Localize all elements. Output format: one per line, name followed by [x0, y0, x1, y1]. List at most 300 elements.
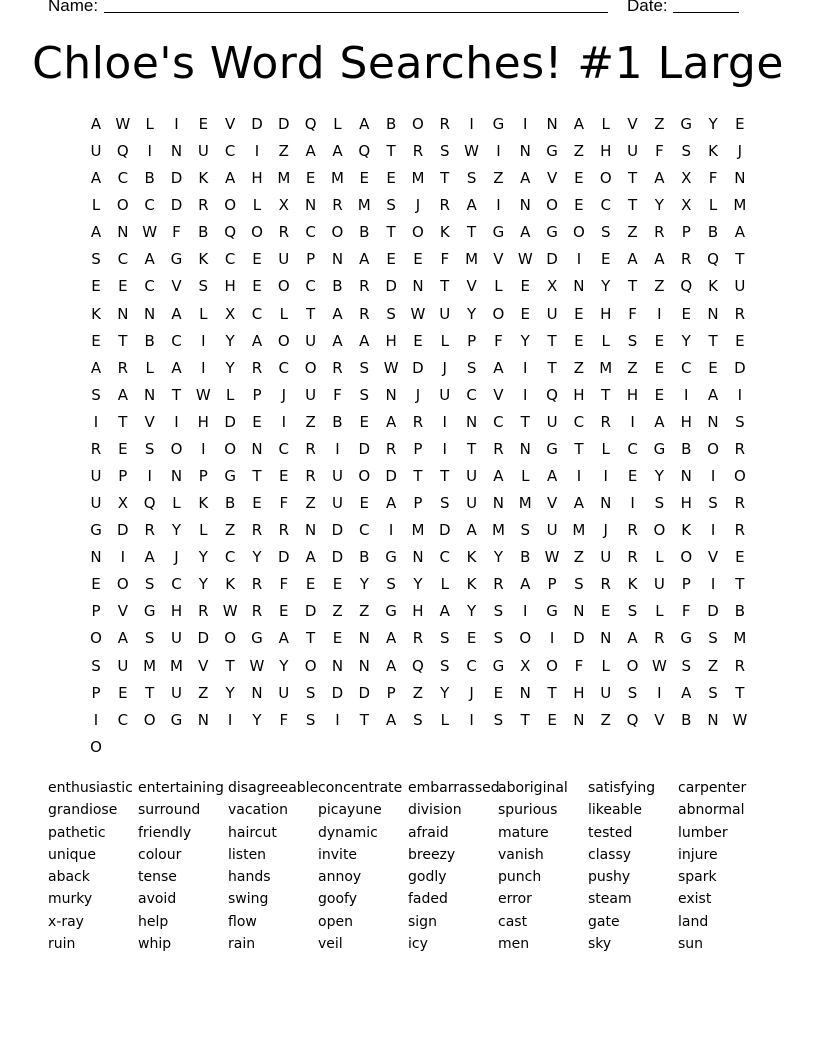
grid-letter[interactable]: Y [252, 548, 262, 567]
grid-letter[interactable]: H [385, 331, 397, 350]
grid-letter[interactable]: G [680, 115, 693, 133]
grid-letter[interactable]: L [440, 575, 449, 594]
grid-letter[interactable]: R [90, 439, 102, 458]
grid-letter[interactable]: S [627, 683, 638, 702]
grid-letter[interactable]: Y [681, 331, 691, 350]
grid-letter[interactable]: A [305, 548, 316, 567]
grid-letter[interactable]: E [574, 331, 584, 350]
grid-letter[interactable]: A [681, 683, 692, 702]
grid-letter[interactable]: O [626, 656, 639, 675]
grid-letter[interactable]: V [225, 115, 236, 133]
grid-letter[interactable]: K [708, 277, 718, 296]
grid-letter[interactable]: A [332, 304, 343, 323]
grid-letter[interactable]: A [171, 304, 182, 323]
grid-letter[interactable]: N [680, 467, 692, 486]
grid-letter[interactable]: H [197, 412, 209, 431]
grid-letter[interactable]: I [201, 439, 206, 458]
grid-letter[interactable]: A [654, 412, 665, 431]
grid-letter[interactable]: O [599, 169, 612, 188]
grid-letter[interactable]: C [117, 710, 129, 729]
grid-letter[interactable]: C [224, 250, 236, 269]
grid-letter[interactable]: I [630, 494, 635, 513]
grid-letter[interactable]: H [573, 385, 585, 404]
grid-letter[interactable]: G [143, 602, 156, 621]
grid-letter[interactable]: H [680, 412, 692, 431]
grid-letter[interactable]: T [386, 142, 396, 161]
grid-letter[interactable]: W [544, 548, 560, 567]
grid-letter[interactable]: N [385, 385, 397, 404]
grid-letter[interactable]: I [254, 142, 260, 161]
grid-letter[interactable]: R [412, 142, 424, 161]
grid-letter[interactable]: V [546, 494, 558, 513]
grid-letter[interactable]: R [734, 521, 746, 540]
grid-letter[interactable]: G [546, 142, 558, 161]
grid-letter[interactable]: U [305, 331, 317, 350]
grid-letter[interactable]: D [278, 115, 290, 133]
grid-letter[interactable]: I [147, 467, 152, 486]
grid-letter[interactable]: U [546, 304, 558, 323]
grid-letter[interactable]: X [681, 169, 692, 188]
grid-letter[interactable]: N [90, 548, 102, 567]
grid-letter[interactable]: K [627, 575, 638, 594]
grid-letter[interactable]: C [171, 331, 182, 350]
grid-letter[interactable]: T [520, 710, 530, 729]
grid-letter[interactable]: D [170, 169, 183, 188]
grid-letter[interactable]: Q [680, 277, 693, 296]
grid-letter[interactable]: E [735, 548, 745, 567]
grid-letter[interactable]: O [733, 467, 746, 486]
grid-letter[interactable]: C [144, 196, 155, 215]
grid-letter[interactable]: E [305, 169, 316, 188]
grid-letter[interactable]: A [144, 548, 155, 567]
grid-letter[interactable]: F [172, 223, 181, 242]
grid-letter[interactable]: E [493, 683, 504, 702]
grid-letter[interactable]: E [574, 196, 584, 215]
grid-letter[interactable]: Z [198, 683, 209, 702]
grid-letter[interactable]: S [600, 223, 611, 242]
grid-letter[interactable]: V [198, 656, 209, 675]
grid-letter[interactable]: A [734, 223, 745, 242]
grid-letter[interactable]: R [251, 575, 263, 594]
grid-letter[interactable]: T [520, 412, 530, 431]
grid-letter[interactable]: F [628, 304, 637, 323]
grid-letter[interactable]: S [654, 494, 665, 513]
grid-letter[interactable]: E [91, 277, 101, 296]
grid-letter[interactable]: M [733, 196, 747, 215]
grid-letter[interactable]: I [496, 142, 501, 161]
grid-letter[interactable]: N [465, 412, 478, 431]
grid-letter[interactable]: D [117, 521, 129, 540]
grid-letter[interactable]: E [654, 385, 665, 404]
grid-letter[interactable]: P [198, 467, 208, 486]
grid-letter[interactable]: T [306, 629, 316, 648]
grid-letter[interactable]: Q [224, 223, 237, 242]
grid-letter[interactable]: G [170, 250, 183, 269]
grid-letter[interactable]: R [117, 358, 129, 377]
grid-letter[interactable]: S [386, 304, 396, 323]
grid-letter[interactable]: T [708, 331, 718, 350]
grid-letter[interactable]: W [410, 304, 426, 323]
grid-letter[interactable]: A [385, 656, 397, 675]
grid-letter[interactable]: J [174, 548, 179, 567]
grid-letter[interactable]: I [93, 412, 99, 431]
grid-letter[interactable]: N [707, 304, 719, 323]
grid-letter[interactable]: E [118, 439, 128, 458]
grid-letter[interactable]: N [305, 521, 317, 540]
grid-letter[interactable]: I [710, 467, 716, 486]
grid-letter[interactable]: Y [467, 304, 477, 323]
grid-letter[interactable]: U [439, 385, 451, 404]
grid-letter[interactable]: U [600, 683, 612, 702]
grid-letter[interactable]: L [145, 358, 154, 377]
grid-letter[interactable]: P [467, 331, 477, 350]
grid-letter[interactable]: T [118, 412, 128, 431]
grid-letter[interactable]: I [603, 467, 608, 486]
grid-letter[interactable]: J [281, 385, 287, 404]
grid-letter[interactable]: R [493, 575, 504, 594]
grid-letter[interactable]: O [546, 196, 558, 215]
grid-letter[interactable]: V [493, 385, 504, 404]
grid-letter[interactable]: I [469, 115, 474, 133]
grid-letter[interactable]: L [494, 277, 503, 296]
grid-letter[interactable]: R [734, 439, 746, 458]
grid-letter[interactable]: E [547, 710, 557, 729]
grid-letter[interactable]: I [201, 358, 206, 377]
grid-letter[interactable]: H [573, 683, 585, 702]
grid-letter[interactable]: N [358, 656, 370, 675]
grid-letter[interactable]: L [91, 196, 101, 215]
grid-letter[interactable]: C [224, 142, 236, 161]
grid-letter[interactable]: C [117, 250, 129, 269]
grid-letter[interactable]: R [332, 358, 343, 377]
grid-letter[interactable]: J [442, 358, 447, 377]
grid-letter[interactable]: M [465, 250, 479, 269]
grid-letter[interactable]: O [224, 196, 237, 215]
grid-letter[interactable]: Z [600, 710, 611, 729]
grid-letter[interactable]: F [279, 710, 289, 729]
grid-letter[interactable]: Y [198, 548, 208, 567]
grid-letter[interactable]: H [251, 169, 263, 188]
grid-letter[interactable]: K [198, 250, 209, 269]
grid-letter[interactable]: N [573, 277, 585, 296]
grid-letter[interactable]: I [227, 710, 233, 729]
grid-letter[interactable]: I [523, 358, 528, 377]
grid-letter[interactable]: N [358, 629, 370, 648]
grid-letter[interactable]: B [734, 602, 746, 621]
grid-letter[interactable]: S [466, 169, 477, 188]
grid-letter[interactable]: R [439, 196, 450, 215]
grid-letter[interactable]: T [467, 439, 477, 458]
grid-letter[interactable]: O [358, 467, 371, 486]
grid-letter[interactable]: C [278, 439, 290, 458]
grid-letter[interactable]: R [144, 521, 155, 540]
grid-letter[interactable]: I [174, 115, 179, 133]
grid-letter[interactable]: C [439, 548, 450, 567]
grid-letter[interactable]: X [546, 277, 558, 296]
grid-letter[interactable]: D [707, 602, 719, 621]
grid-letter[interactable]: S [144, 439, 155, 458]
grid-letter[interactable]: R [359, 304, 370, 323]
grid-letter[interactable]: Q [358, 142, 371, 161]
grid-letter[interactable]: V [627, 115, 638, 133]
grid-letter[interactable]: T [359, 710, 369, 729]
grid-letter[interactable]: A [439, 602, 450, 621]
grid-letter[interactable]: I [710, 575, 716, 594]
grid-letter[interactable]: R [600, 412, 611, 431]
grid-letter[interactable]: S [708, 494, 718, 513]
grid-letter[interactable]: M [330, 169, 344, 188]
grid-letter[interactable]: Z [493, 169, 504, 188]
grid-letter[interactable]: S [493, 629, 504, 648]
grid-letter[interactable]: R [278, 521, 290, 540]
grid-letter[interactable]: Y [252, 710, 262, 729]
grid-letter[interactable]: A [520, 575, 531, 594]
grid-letter[interactable]: X [278, 196, 289, 215]
grid-letter[interactable]: L [521, 467, 530, 486]
grid-letter[interactable]: E [305, 575, 316, 594]
grid-letter[interactable]: B [520, 548, 531, 567]
grid-letter[interactable]: V [117, 602, 128, 621]
grid-letter[interactable]: S [413, 710, 423, 729]
grid-letter[interactable]: S [627, 331, 638, 350]
grid-letter[interactable]: Z [359, 602, 370, 621]
grid-letter[interactable]: R [305, 439, 316, 458]
grid-letter[interactable]: M [357, 196, 371, 215]
grid-letter[interactable]: O [90, 629, 102, 648]
grid-letter[interactable]: D [385, 467, 397, 486]
grid-letter[interactable]: A [90, 358, 102, 377]
grid-letter[interactable]: T [386, 223, 396, 242]
grid-letter[interactable]: T [627, 277, 638, 296]
grid-letter[interactable]: A [117, 385, 128, 404]
grid-letter[interactable]: E [413, 250, 423, 269]
grid-letter[interactable]: T [547, 358, 557, 377]
grid-letter[interactable]: N [412, 277, 424, 296]
grid-letter[interactable]: P [681, 223, 691, 242]
grid-letter[interactable]: O [519, 629, 532, 648]
grid-letter[interactable]: E [252, 250, 262, 269]
grid-letter[interactable]: N [117, 223, 129, 242]
grid-letter[interactable]: D [331, 683, 344, 702]
grid-letter[interactable]: N [600, 629, 612, 648]
grid-letter[interactable]: O [304, 656, 317, 675]
grid-letter[interactable]: K [466, 548, 477, 567]
grid-letter[interactable]: E [466, 629, 477, 648]
grid-letter[interactable]: C [359, 521, 370, 540]
grid-letter[interactable]: C [466, 656, 477, 675]
name-blank-line[interactable] [104, 12, 608, 13]
grid-letter[interactable]: B [332, 277, 343, 296]
grid-letter[interactable]: X [520, 656, 531, 675]
grid-letter[interactable]: K [439, 223, 450, 242]
grid-letter[interactable]: S [305, 683, 316, 702]
grid-letter[interactable]: R [198, 196, 209, 215]
grid-letter[interactable]: U [90, 142, 102, 161]
grid-letter[interactable]: S [708, 629, 718, 648]
grid-letter[interactable]: D [170, 196, 183, 215]
grid-letter[interactable]: T [413, 467, 423, 486]
grid-letter[interactable]: E [574, 304, 584, 323]
grid-letter[interactable]: N [519, 196, 531, 215]
grid-letter[interactable]: E [252, 277, 262, 296]
grid-letter[interactable]: S [440, 629, 450, 648]
grid-letter[interactable]: R [198, 602, 209, 621]
grid-letter[interactable]: U [278, 683, 290, 702]
grid-letter[interactable]: L [601, 439, 610, 458]
grid-letter[interactable]: L [601, 656, 610, 675]
grid-letter[interactable]: G [546, 602, 558, 621]
grid-letter[interactable]: B [681, 439, 692, 458]
grid-letter[interactable]: F [440, 250, 450, 269]
grid-letter[interactable]: M [518, 494, 532, 513]
grid-letter[interactable]: U [117, 656, 129, 675]
grid-letter[interactable]: D [331, 521, 344, 540]
grid-letter[interactable]: O [116, 196, 129, 215]
grid-letter[interactable]: G [653, 439, 666, 458]
grid-letter[interactable]: J [737, 142, 743, 161]
grid-letter[interactable]: A [359, 250, 370, 269]
grid-letter[interactable]: A [90, 115, 102, 133]
grid-letter[interactable]: U [546, 521, 558, 540]
grid-letter[interactable]: H [170, 602, 183, 621]
grid-letter[interactable]: S [708, 683, 718, 702]
grid-letter[interactable]: D [546, 250, 558, 269]
grid-letter[interactable]: E [359, 494, 370, 513]
grid-letter[interactable]: S [91, 385, 101, 404]
grid-letter[interactable]: Y [359, 575, 369, 594]
grid-letter[interactable]: T [467, 223, 477, 242]
grid-letter[interactable]: O [573, 223, 585, 242]
grid-letter[interactable]: W [651, 656, 667, 675]
grid-letter[interactable]: F [655, 142, 664, 161]
grid-letter[interactable]: L [199, 304, 208, 323]
grid-letter[interactable]: D [224, 412, 236, 431]
grid-letter[interactable]: A [117, 629, 128, 648]
grid-letter[interactable]: G [492, 115, 505, 133]
grid-letter[interactable]: U [331, 467, 343, 486]
grid-letter[interactable]: R [278, 223, 290, 242]
grid-letter[interactable]: L [440, 331, 449, 350]
grid-letter[interactable]: T [601, 385, 611, 404]
grid-letter[interactable]: C [493, 412, 504, 431]
grid-letter[interactable]: Y [654, 196, 664, 215]
grid-letter[interactable]: P [413, 494, 423, 513]
grid-letter[interactable]: I [174, 412, 179, 431]
grid-letter[interactable]: G [385, 602, 397, 621]
grid-letter[interactable]: K [198, 169, 209, 188]
grid-letter[interactable]: Z [573, 142, 585, 161]
grid-letter[interactable]: S [440, 142, 450, 161]
grid-letter[interactable]: Z [654, 277, 665, 296]
grid-letter[interactable]: Y [225, 683, 235, 702]
grid-letter[interactable]: A [385, 710, 397, 729]
grid-letter[interactable]: Y [440, 683, 450, 702]
grid-letter[interactable]: U [653, 575, 665, 594]
grid-letter[interactable]: P [306, 250, 316, 269]
grid-letter[interactable]: C [600, 196, 611, 215]
grid-letter[interactable]: K [91, 304, 101, 323]
grid-letter[interactable]: T [118, 331, 128, 350]
grid-letter[interactable]: M [143, 656, 157, 675]
grid-letter[interactable]: U [734, 277, 746, 296]
grid-letter[interactable]: S [466, 358, 477, 377]
grid-letter[interactable]: M [733, 629, 747, 648]
grid-letter[interactable]: I [576, 467, 582, 486]
grid-letter[interactable]: R [734, 656, 746, 675]
grid-letter[interactable]: E [359, 169, 370, 188]
grid-letter[interactable]: C [251, 304, 263, 323]
grid-letter[interactable]: O [546, 656, 558, 675]
grid-letter[interactable]: V [546, 169, 558, 188]
grid-letter[interactable]: T [440, 169, 450, 188]
grid-letter[interactable]: A [359, 331, 370, 350]
grid-letter[interactable]: M [277, 169, 291, 188]
grid-letter[interactable]: J [415, 196, 421, 215]
grid-letter[interactable]: E [574, 169, 584, 188]
grid-letter[interactable]: W [115, 115, 131, 133]
grid-letter[interactable]: T [225, 656, 235, 675]
grid-letter[interactable]: Q [116, 142, 129, 161]
grid-letter[interactable]: O [707, 439, 719, 458]
grid-letter[interactable]: Y [413, 575, 423, 594]
grid-letter[interactable]: E [654, 331, 665, 350]
grid-letter[interactable]: K [681, 521, 692, 540]
grid-letter[interactable]: S [681, 656, 691, 675]
grid-letter[interactable]: O [143, 710, 156, 729]
grid-letter[interactable]: P [547, 575, 557, 594]
grid-letter[interactable]: S [440, 494, 450, 513]
grid-letter[interactable]: I [469, 710, 474, 729]
grid-letter[interactable]: D [358, 683, 371, 702]
grid-letter[interactable]: N [331, 250, 344, 269]
grid-letter[interactable]: A [466, 521, 477, 540]
grid-letter[interactable]: N [144, 304, 156, 323]
grid-letter[interactable]: R [332, 196, 343, 215]
grid-letter[interactable]: N [519, 439, 531, 458]
grid-letter[interactable]: P [681, 575, 691, 594]
grid-letter[interactable]: F [333, 385, 342, 404]
grid-letter[interactable]: I [442, 439, 447, 458]
grid-letter[interactable]: R [600, 575, 611, 594]
grid-letter[interactable]: Q [546, 385, 558, 404]
grid-letter[interactable]: Z [412, 683, 424, 702]
grid-letter[interactable]: O [116, 575, 129, 594]
grid-letter[interactable]: L [172, 494, 181, 513]
grid-letter[interactable]: R [412, 629, 424, 648]
grid-letter[interactable]: H [600, 142, 612, 161]
grid-letter[interactable]: P [386, 683, 396, 702]
grid-letter[interactable]: A [707, 385, 719, 404]
grid-letter[interactable]: N [117, 304, 129, 323]
grid-letter[interactable]: N [251, 683, 263, 702]
grid-letter[interactable]: L [601, 331, 610, 350]
grid-letter[interactable]: S [520, 521, 531, 540]
grid-letter[interactable]: S [735, 412, 745, 431]
grid-letter[interactable]: U [600, 548, 612, 567]
grid-letter[interactable]: I [281, 412, 287, 431]
grid-letter[interactable]: O [224, 439, 237, 458]
grid-letter[interactable]: K [708, 142, 718, 161]
grid-letter[interactable]: D [358, 439, 371, 458]
grid-letter[interactable]: X [681, 196, 692, 215]
grid-letter[interactable]: E [252, 412, 262, 431]
grid-letter[interactable]: E [600, 250, 611, 269]
grid-letter[interactable]: S [574, 575, 584, 594]
grid-letter[interactable]: Z [305, 412, 316, 431]
grid-letter[interactable]: I [388, 521, 394, 540]
grid-letter[interactable]: I [201, 331, 206, 350]
grid-letter[interactable]: M [411, 521, 425, 540]
